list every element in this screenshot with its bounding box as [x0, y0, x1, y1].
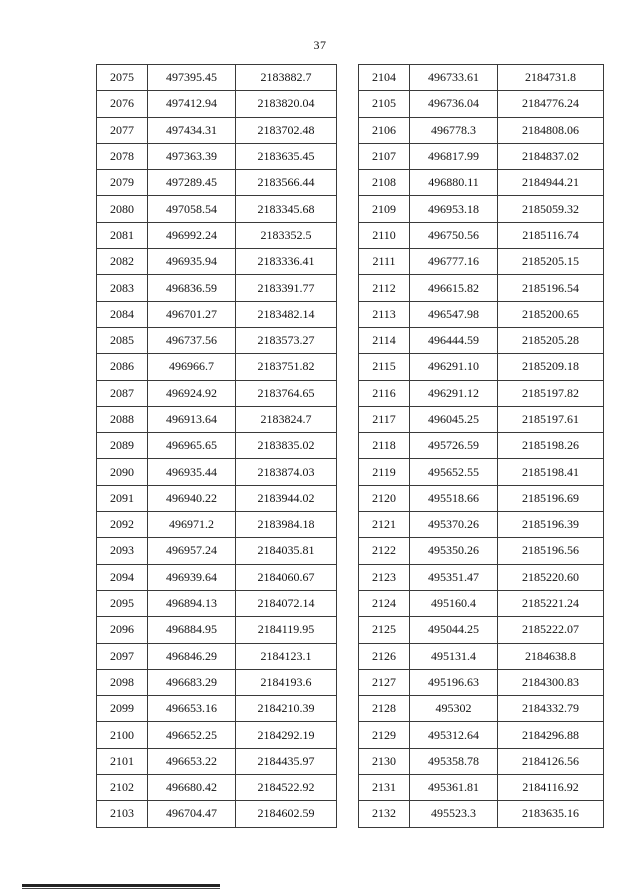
table-row	[359, 327, 604, 353]
x-coordinate-cell: 496291.12	[410, 380, 498, 406]
point-id-cell: 2112	[359, 275, 410, 301]
table-row	[359, 801, 604, 827]
x-coordinate-cell: 496913.64	[148, 406, 236, 432]
point-id-cell: 2105	[359, 91, 410, 117]
point-id-cell: 2089	[97, 433, 148, 459]
table-row	[97, 301, 337, 327]
point-id-cell: 2106	[359, 117, 410, 143]
table-row	[359, 249, 604, 275]
y-coordinate-cell: 2184126.56	[498, 748, 604, 774]
point-id-cell: 2129	[359, 722, 410, 748]
point-id-cell: 2111	[359, 249, 410, 275]
x-coordinate-cell: 495131.4	[410, 643, 498, 669]
table-row	[359, 275, 604, 301]
y-coordinate-cell: 2183635.16	[498, 801, 604, 827]
y-coordinate-cell: 2185196.54	[498, 275, 604, 301]
x-coordinate-cell: 496880.11	[410, 170, 498, 196]
point-id-cell: 2125	[359, 617, 410, 643]
table-row	[97, 459, 337, 485]
y-coordinate-cell: 2183566.44	[236, 170, 337, 196]
y-coordinate-cell: 2185209.18	[498, 354, 604, 380]
y-coordinate-cell: 2185222.07	[498, 617, 604, 643]
point-id-cell: 2116	[359, 380, 410, 406]
x-coordinate-cell: 495652.55	[410, 459, 498, 485]
table-row	[359, 91, 604, 117]
x-coordinate-cell: 496750.56	[410, 222, 498, 248]
point-id-cell: 2114	[359, 327, 410, 353]
x-coordinate-cell: 496615.82	[410, 275, 498, 301]
point-id-cell: 2131	[359, 775, 410, 801]
x-coordinate-cell: 496701.27	[148, 301, 236, 327]
table-row	[359, 196, 604, 222]
table-row	[97, 249, 337, 275]
point-id-cell: 2094	[97, 564, 148, 590]
x-coordinate-cell: 496924.92	[148, 380, 236, 406]
y-coordinate-cell: 2184300.83	[498, 669, 604, 695]
x-coordinate-cell: 497412.94	[148, 91, 236, 117]
x-coordinate-cell: 495160.4	[410, 590, 498, 616]
table-row	[97, 643, 337, 669]
y-coordinate-cell: 2183336.41	[236, 249, 337, 275]
table-row	[359, 748, 604, 774]
point-id-cell: 2075	[97, 65, 148, 91]
point-id-cell: 2122	[359, 538, 410, 564]
y-coordinate-cell: 2183635.45	[236, 143, 337, 169]
x-coordinate-cell: 496733.61	[410, 65, 498, 91]
table-row	[97, 196, 337, 222]
x-coordinate-cell: 496817.99	[410, 143, 498, 169]
y-coordinate-cell: 2185205.15	[498, 249, 604, 275]
point-id-cell: 2081	[97, 222, 148, 248]
x-coordinate-cell: 496940.22	[148, 485, 236, 511]
y-coordinate-cell: 2185116.74	[498, 222, 604, 248]
y-coordinate-cell: 2185059.32	[498, 196, 604, 222]
y-coordinate-cell: 2183352.5	[236, 222, 337, 248]
x-coordinate-cell: 495350.26	[410, 538, 498, 564]
point-id-cell: 2119	[359, 459, 410, 485]
point-id-cell: 2132	[359, 801, 410, 827]
footer-rule	[22, 884, 220, 887]
point-id-cell: 2100	[97, 722, 148, 748]
table-row	[359, 512, 604, 538]
point-id-cell: 2084	[97, 301, 148, 327]
y-coordinate-cell: 2183824.7	[236, 406, 337, 432]
y-coordinate-cell: 2183835.02	[236, 433, 337, 459]
y-coordinate-cell: 2184193.6	[236, 669, 337, 695]
x-coordinate-cell: 497363.39	[148, 143, 236, 169]
x-coordinate-cell: 496992.24	[148, 222, 236, 248]
point-id-cell: 2078	[97, 143, 148, 169]
table-row	[97, 748, 337, 774]
coordinate-table-right-body	[359, 65, 604, 828]
y-coordinate-cell: 2184035.81	[236, 538, 337, 564]
table-row	[359, 485, 604, 511]
table-row	[97, 380, 337, 406]
y-coordinate-cell: 2185197.61	[498, 406, 604, 432]
y-coordinate-cell: 2184435.97	[236, 748, 337, 774]
point-id-cell: 2088	[97, 406, 148, 432]
x-coordinate-cell: 495044.25	[410, 617, 498, 643]
point-id-cell: 2082	[97, 249, 148, 275]
table-row	[97, 143, 337, 169]
table-row	[97, 91, 337, 117]
y-coordinate-cell: 2184731.8	[498, 65, 604, 91]
table-row	[97, 722, 337, 748]
table-row	[97, 354, 337, 380]
point-id-cell: 2091	[97, 485, 148, 511]
table-row	[97, 696, 337, 722]
table-row	[359, 696, 604, 722]
table-row	[97, 275, 337, 301]
x-coordinate-cell: 496966.7	[148, 354, 236, 380]
table-row	[97, 170, 337, 196]
y-coordinate-cell: 2185196.56	[498, 538, 604, 564]
x-coordinate-cell: 497289.45	[148, 170, 236, 196]
x-coordinate-cell: 496737.56	[148, 327, 236, 353]
x-coordinate-cell: 497434.31	[148, 117, 236, 143]
x-coordinate-cell: 497395.45	[148, 65, 236, 91]
x-coordinate-cell: 495518.66	[410, 485, 498, 511]
x-coordinate-cell: 495312.64	[410, 722, 498, 748]
point-id-cell: 2090	[97, 459, 148, 485]
x-coordinate-cell: 495361.81	[410, 775, 498, 801]
x-coordinate-cell: 496680.42	[148, 775, 236, 801]
x-coordinate-cell: 496778.3	[410, 117, 498, 143]
y-coordinate-cell: 2184602.59	[236, 801, 337, 827]
point-id-cell: 2127	[359, 669, 410, 695]
y-coordinate-cell: 2185196.39	[498, 512, 604, 538]
x-coordinate-cell: 496965.65	[148, 433, 236, 459]
table-row	[97, 512, 337, 538]
x-coordinate-cell: 495351.47	[410, 564, 498, 590]
table-row	[97, 538, 337, 564]
table-row	[359, 354, 604, 380]
point-id-cell: 2118	[359, 433, 410, 459]
x-coordinate-cell: 496957.24	[148, 538, 236, 564]
table-row	[359, 433, 604, 459]
coordinate-table-left	[96, 64, 337, 828]
point-id-cell: 2097	[97, 643, 148, 669]
table-row	[359, 143, 604, 169]
point-id-cell: 2117	[359, 406, 410, 432]
y-coordinate-cell: 2183874.03	[236, 459, 337, 485]
x-coordinate-cell: 496736.04	[410, 91, 498, 117]
y-coordinate-cell: 2184210.39	[236, 696, 337, 722]
table-row	[97, 590, 337, 616]
x-coordinate-cell: 495726.59	[410, 433, 498, 459]
x-coordinate-cell: 496653.22	[148, 748, 236, 774]
table-row	[359, 538, 604, 564]
point-id-cell: 2126	[359, 643, 410, 669]
table-row	[97, 117, 337, 143]
point-id-cell: 2092	[97, 512, 148, 538]
table-row	[359, 170, 604, 196]
y-coordinate-cell: 2183764.65	[236, 380, 337, 406]
y-coordinate-cell: 2184296.88	[498, 722, 604, 748]
x-coordinate-cell: 495370.26	[410, 512, 498, 538]
y-coordinate-cell: 2184638.8	[498, 643, 604, 669]
x-coordinate-cell: 496836.59	[148, 275, 236, 301]
table-row	[359, 459, 604, 485]
x-coordinate-cell: 496045.25	[410, 406, 498, 432]
point-id-cell: 2098	[97, 669, 148, 695]
table-row	[359, 301, 604, 327]
point-id-cell: 2099	[97, 696, 148, 722]
y-coordinate-cell: 2183984.18	[236, 512, 337, 538]
table-row	[359, 564, 604, 590]
y-coordinate-cell: 2184944.21	[498, 170, 604, 196]
point-id-cell: 2108	[359, 170, 410, 196]
y-coordinate-cell: 2184292.19	[236, 722, 337, 748]
point-id-cell: 2123	[359, 564, 410, 590]
table-row	[359, 380, 604, 406]
table-row	[97, 222, 337, 248]
x-coordinate-cell: 496683.29	[148, 669, 236, 695]
y-coordinate-cell: 2185220.60	[498, 564, 604, 590]
y-coordinate-cell: 2183820.04	[236, 91, 337, 117]
table-row	[359, 617, 604, 643]
y-coordinate-cell: 2185198.26	[498, 433, 604, 459]
x-coordinate-cell: 495196.63	[410, 669, 498, 695]
point-id-cell: 2085	[97, 327, 148, 353]
x-coordinate-cell: 496846.29	[148, 643, 236, 669]
y-coordinate-cell: 2183702.48	[236, 117, 337, 143]
y-coordinate-cell: 2184119.95	[236, 617, 337, 643]
table-row	[359, 222, 604, 248]
coordinate-table-left-body	[97, 65, 337, 828]
point-id-cell: 2121	[359, 512, 410, 538]
point-id-cell: 2101	[97, 748, 148, 774]
coordinate-table-right	[358, 64, 604, 828]
y-coordinate-cell: 2183882.7	[236, 65, 337, 91]
point-id-cell: 2115	[359, 354, 410, 380]
x-coordinate-cell: 496444.59	[410, 327, 498, 353]
table-row	[359, 590, 604, 616]
x-coordinate-cell: 495523.3	[410, 801, 498, 827]
point-id-cell: 2095	[97, 590, 148, 616]
y-coordinate-cell: 2184332.79	[498, 696, 604, 722]
y-coordinate-cell: 2185198.41	[498, 459, 604, 485]
y-coordinate-cell: 2184123.1	[236, 643, 337, 669]
y-coordinate-cell: 2183391.77	[236, 275, 337, 301]
y-coordinate-cell: 2185200.65	[498, 301, 604, 327]
x-coordinate-cell: 496884.95	[148, 617, 236, 643]
y-coordinate-cell: 2184072.14	[236, 590, 337, 616]
point-id-cell: 2104	[359, 65, 410, 91]
point-id-cell: 2076	[97, 91, 148, 117]
x-coordinate-cell: 496935.44	[148, 459, 236, 485]
point-id-cell: 2103	[97, 801, 148, 827]
x-coordinate-cell: 496704.47	[148, 801, 236, 827]
table-row	[359, 775, 604, 801]
point-id-cell: 2130	[359, 748, 410, 774]
point-id-cell: 2093	[97, 538, 148, 564]
table-row	[359, 722, 604, 748]
y-coordinate-cell: 2183944.02	[236, 485, 337, 511]
y-coordinate-cell: 2185205.28	[498, 327, 604, 353]
table-row	[97, 775, 337, 801]
x-coordinate-cell: 496291.10	[410, 354, 498, 380]
table-row	[97, 485, 337, 511]
point-id-cell: 2109	[359, 196, 410, 222]
y-coordinate-cell: 2183345.68	[236, 196, 337, 222]
point-id-cell: 2077	[97, 117, 148, 143]
point-id-cell: 2113	[359, 301, 410, 327]
x-coordinate-cell: 496777.16	[410, 249, 498, 275]
x-coordinate-cell: 496652.25	[148, 722, 236, 748]
point-id-cell: 2107	[359, 143, 410, 169]
x-coordinate-cell: 496935.94	[148, 249, 236, 275]
table-row	[359, 669, 604, 695]
x-coordinate-cell: 496939.64	[148, 564, 236, 590]
table-row	[97, 564, 337, 590]
point-id-cell: 2124	[359, 590, 410, 616]
point-id-cell: 2087	[97, 380, 148, 406]
table-row	[97, 65, 337, 91]
page-number: 37	[313, 38, 327, 52]
point-id-cell: 2096	[97, 617, 148, 643]
footer-rule-thin	[22, 888, 220, 889]
point-id-cell: 2128	[359, 696, 410, 722]
y-coordinate-cell: 2184776.24	[498, 91, 604, 117]
point-id-cell: 2080	[97, 196, 148, 222]
table-row	[359, 117, 604, 143]
y-coordinate-cell: 2184060.67	[236, 564, 337, 590]
x-coordinate-cell: 497058.54	[148, 196, 236, 222]
table-row	[97, 669, 337, 695]
table-row	[359, 406, 604, 432]
y-coordinate-cell: 2184116.92	[498, 775, 604, 801]
y-coordinate-cell: 2183751.82	[236, 354, 337, 380]
y-coordinate-cell: 2185196.69	[498, 485, 604, 511]
table-row	[359, 65, 604, 91]
y-coordinate-cell: 2185197.82	[498, 380, 604, 406]
x-coordinate-cell: 495358.78	[410, 748, 498, 774]
y-coordinate-cell: 2184837.02	[498, 143, 604, 169]
table-row	[359, 643, 604, 669]
x-coordinate-cell: 496547.98	[410, 301, 498, 327]
table-row	[97, 433, 337, 459]
point-id-cell: 2086	[97, 354, 148, 380]
x-coordinate-cell: 496653.16	[148, 696, 236, 722]
table-row	[97, 801, 337, 827]
x-coordinate-cell: 495302	[410, 696, 498, 722]
y-coordinate-cell: 2183482.14	[236, 301, 337, 327]
table-row	[97, 406, 337, 432]
point-id-cell: 2120	[359, 485, 410, 511]
y-coordinate-cell: 2184808.06	[498, 117, 604, 143]
point-id-cell: 2083	[97, 275, 148, 301]
table-row	[97, 327, 337, 353]
point-id-cell: 2110	[359, 222, 410, 248]
x-coordinate-cell: 496953.18	[410, 196, 498, 222]
y-coordinate-cell: 2184522.92	[236, 775, 337, 801]
y-coordinate-cell: 2183573.27	[236, 327, 337, 353]
y-coordinate-cell: 2185221.24	[498, 590, 604, 616]
x-coordinate-cell: 496971.2	[148, 512, 236, 538]
table-row	[97, 617, 337, 643]
point-id-cell: 2079	[97, 170, 148, 196]
x-coordinate-cell: 496894.13	[148, 590, 236, 616]
point-id-cell: 2102	[97, 775, 148, 801]
